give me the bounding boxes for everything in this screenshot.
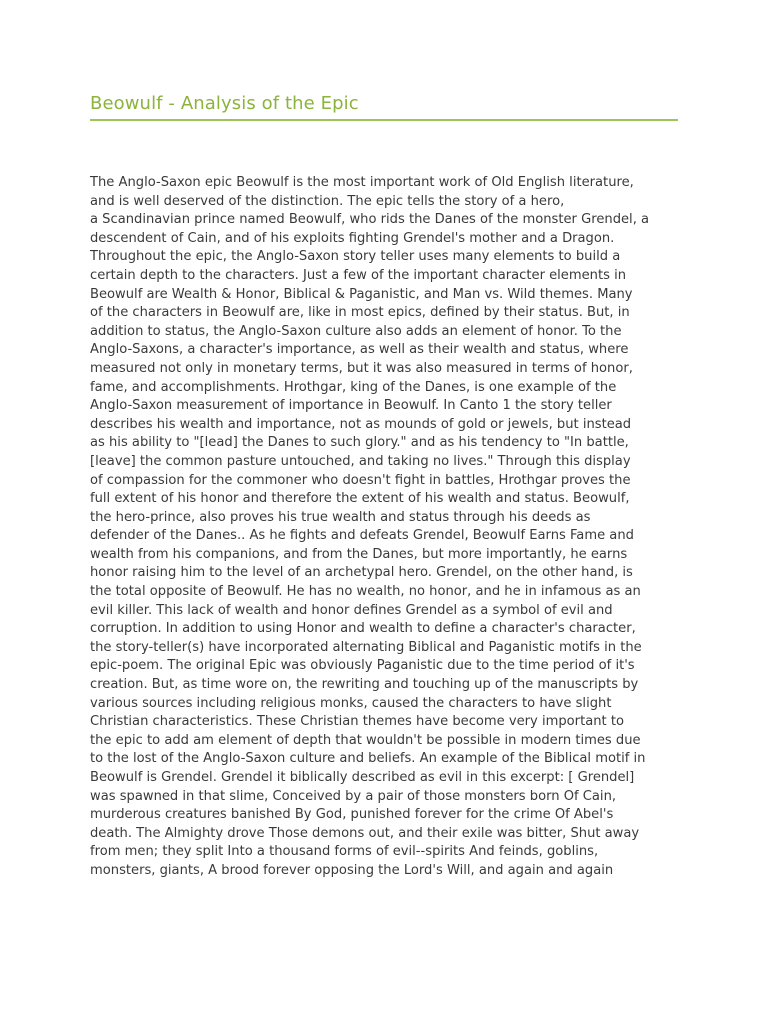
document-body: [90, 174, 690, 881]
body-line: Anglo-Saxons, a character's importance, as well as their wealth and status, where: [90, 342, 629, 358]
body-line: Christian characteristics. These Christian themes have become very important to: [90, 714, 624, 730]
body-line: The Anglo-Saxon epic Beowulf is the most important work of Old English literature,: [90, 175, 634, 190]
body-line: of the characters in Beowulf are, like in most epics, defined by their status. But, in: [90, 305, 630, 321]
body-line: descendent of Cain, and of his exploits fighting Grendel's mother and a Dragon.: [90, 230, 615, 246]
document-title: Beowulf - Analysis of the Epic: [90, 93, 359, 114]
body-line: monsters, giants, A brood forever opposing the Lord's Will, and again and again: [90, 862, 614, 878]
body-line: to the lost of the Anglo-Saxon culture and beliefs. An example of the Biblical motif in: [90, 751, 646, 767]
body-line: defender of the Danes.. As he fights and defeats Grendel, Beowulf Earns Fame and: [90, 528, 634, 544]
body-line: epic-poem. The original Epic was obviously Paganistic due to the time period of it's: [90, 658, 635, 674]
body-line: Beowulf are Wealth & Honor, Biblical & Paganistic, and Man vs. Wild themes. Many: [90, 286, 633, 302]
body-line: and is well deserved of the distinction. The epic tells the story of a hero,: [90, 193, 565, 209]
body-line: Anglo-Saxon measurement of importance in Beowulf. In Canto 1 the story teller: [90, 398, 612, 414]
body-line: addition to status, the Anglo-Saxon culture also adds an element of honor. To the: [90, 323, 622, 339]
body-line: of compassion for the commoner who doesn't fight in battles, Hrothgar proves the: [90, 472, 631, 488]
body-line: Beowulf is Grendel. Grendel it biblically described as evil in this excerpt: [ Grendel]: [90, 770, 635, 785]
body-line: full extent of his honor and therefore the extent of his wealth and status. Beowulf,: [90, 491, 630, 507]
body-line: death. The Almighty drove Those demons out, and their exile was bitter, Shut away: [90, 825, 640, 841]
body-line: various sources including religious monks, caused the characters to have slight: [90, 695, 612, 711]
body-line: was spawned in that slime, Conceived by a pair of those monsters born Of Cain,: [90, 788, 617, 804]
body-line: evil killer. This lack of wealth and honor defines Grendel as a symbol of evil and: [90, 602, 613, 618]
body-line: the total opposite of Beowulf. He has no wealth, no honor, and he in infamous as an: [90, 584, 641, 600]
title-divider: [90, 119, 678, 121]
body-line: the story-teller(s) have incorporated alternating Biblical and Paganistic motifs in the: [90, 639, 642, 655]
body-line: creation. But, as time wore on, the rewriting and touching up of the manuscripts by: [90, 677, 639, 693]
body-line: wealth from his companions, and from the Danes, but more importantly, he earns: [90, 546, 628, 562]
body-line: Throughout the epic, the Anglo-Saxon story teller uses many elements to build a: [90, 249, 621, 265]
body-line: murderous creatures banished By God, punished forever for the crime Of Abel's: [90, 807, 614, 823]
body-line: honor raising him to the level of an archetypal hero. Grendel, on the other hand, is: [90, 565, 633, 581]
body-line: fame, and accomplishments. Hrothgar, king of the Danes, is one example of the: [90, 379, 617, 395]
body-line: the hero-prince, also proves his true wealth and status through his deeds as: [90, 509, 591, 525]
body-line: corruption. In addition to using Honor and wealth to define a character's character,: [90, 621, 636, 637]
body-line: a Scandinavian prince named Beowulf, who rids the Danes of the monster Grendel, a: [90, 212, 650, 228]
body-line: as his ability to "[lead] the Danes to such glory." and as his tendency to "In battle,: [90, 435, 629, 451]
body-line: from men; they split Into a thousand forms of evil--spirits And feinds, goblins,: [90, 844, 599, 860]
body-line: describes his wealth and importance, not as mounds of gold or jewels, but instead: [90, 416, 632, 432]
body-line: [leave] the common pasture untouched, and taking no lives." Through this display: [90, 453, 631, 469]
body-line: the epic to add am element of depth that wouldn't be possible in modern times due: [90, 732, 641, 748]
body-line: certain depth to the characters. Just a few of the important character elements in: [90, 267, 627, 283]
body-line: measured not only in monetary terms, but it was also measured in terms of honor,: [90, 360, 633, 376]
